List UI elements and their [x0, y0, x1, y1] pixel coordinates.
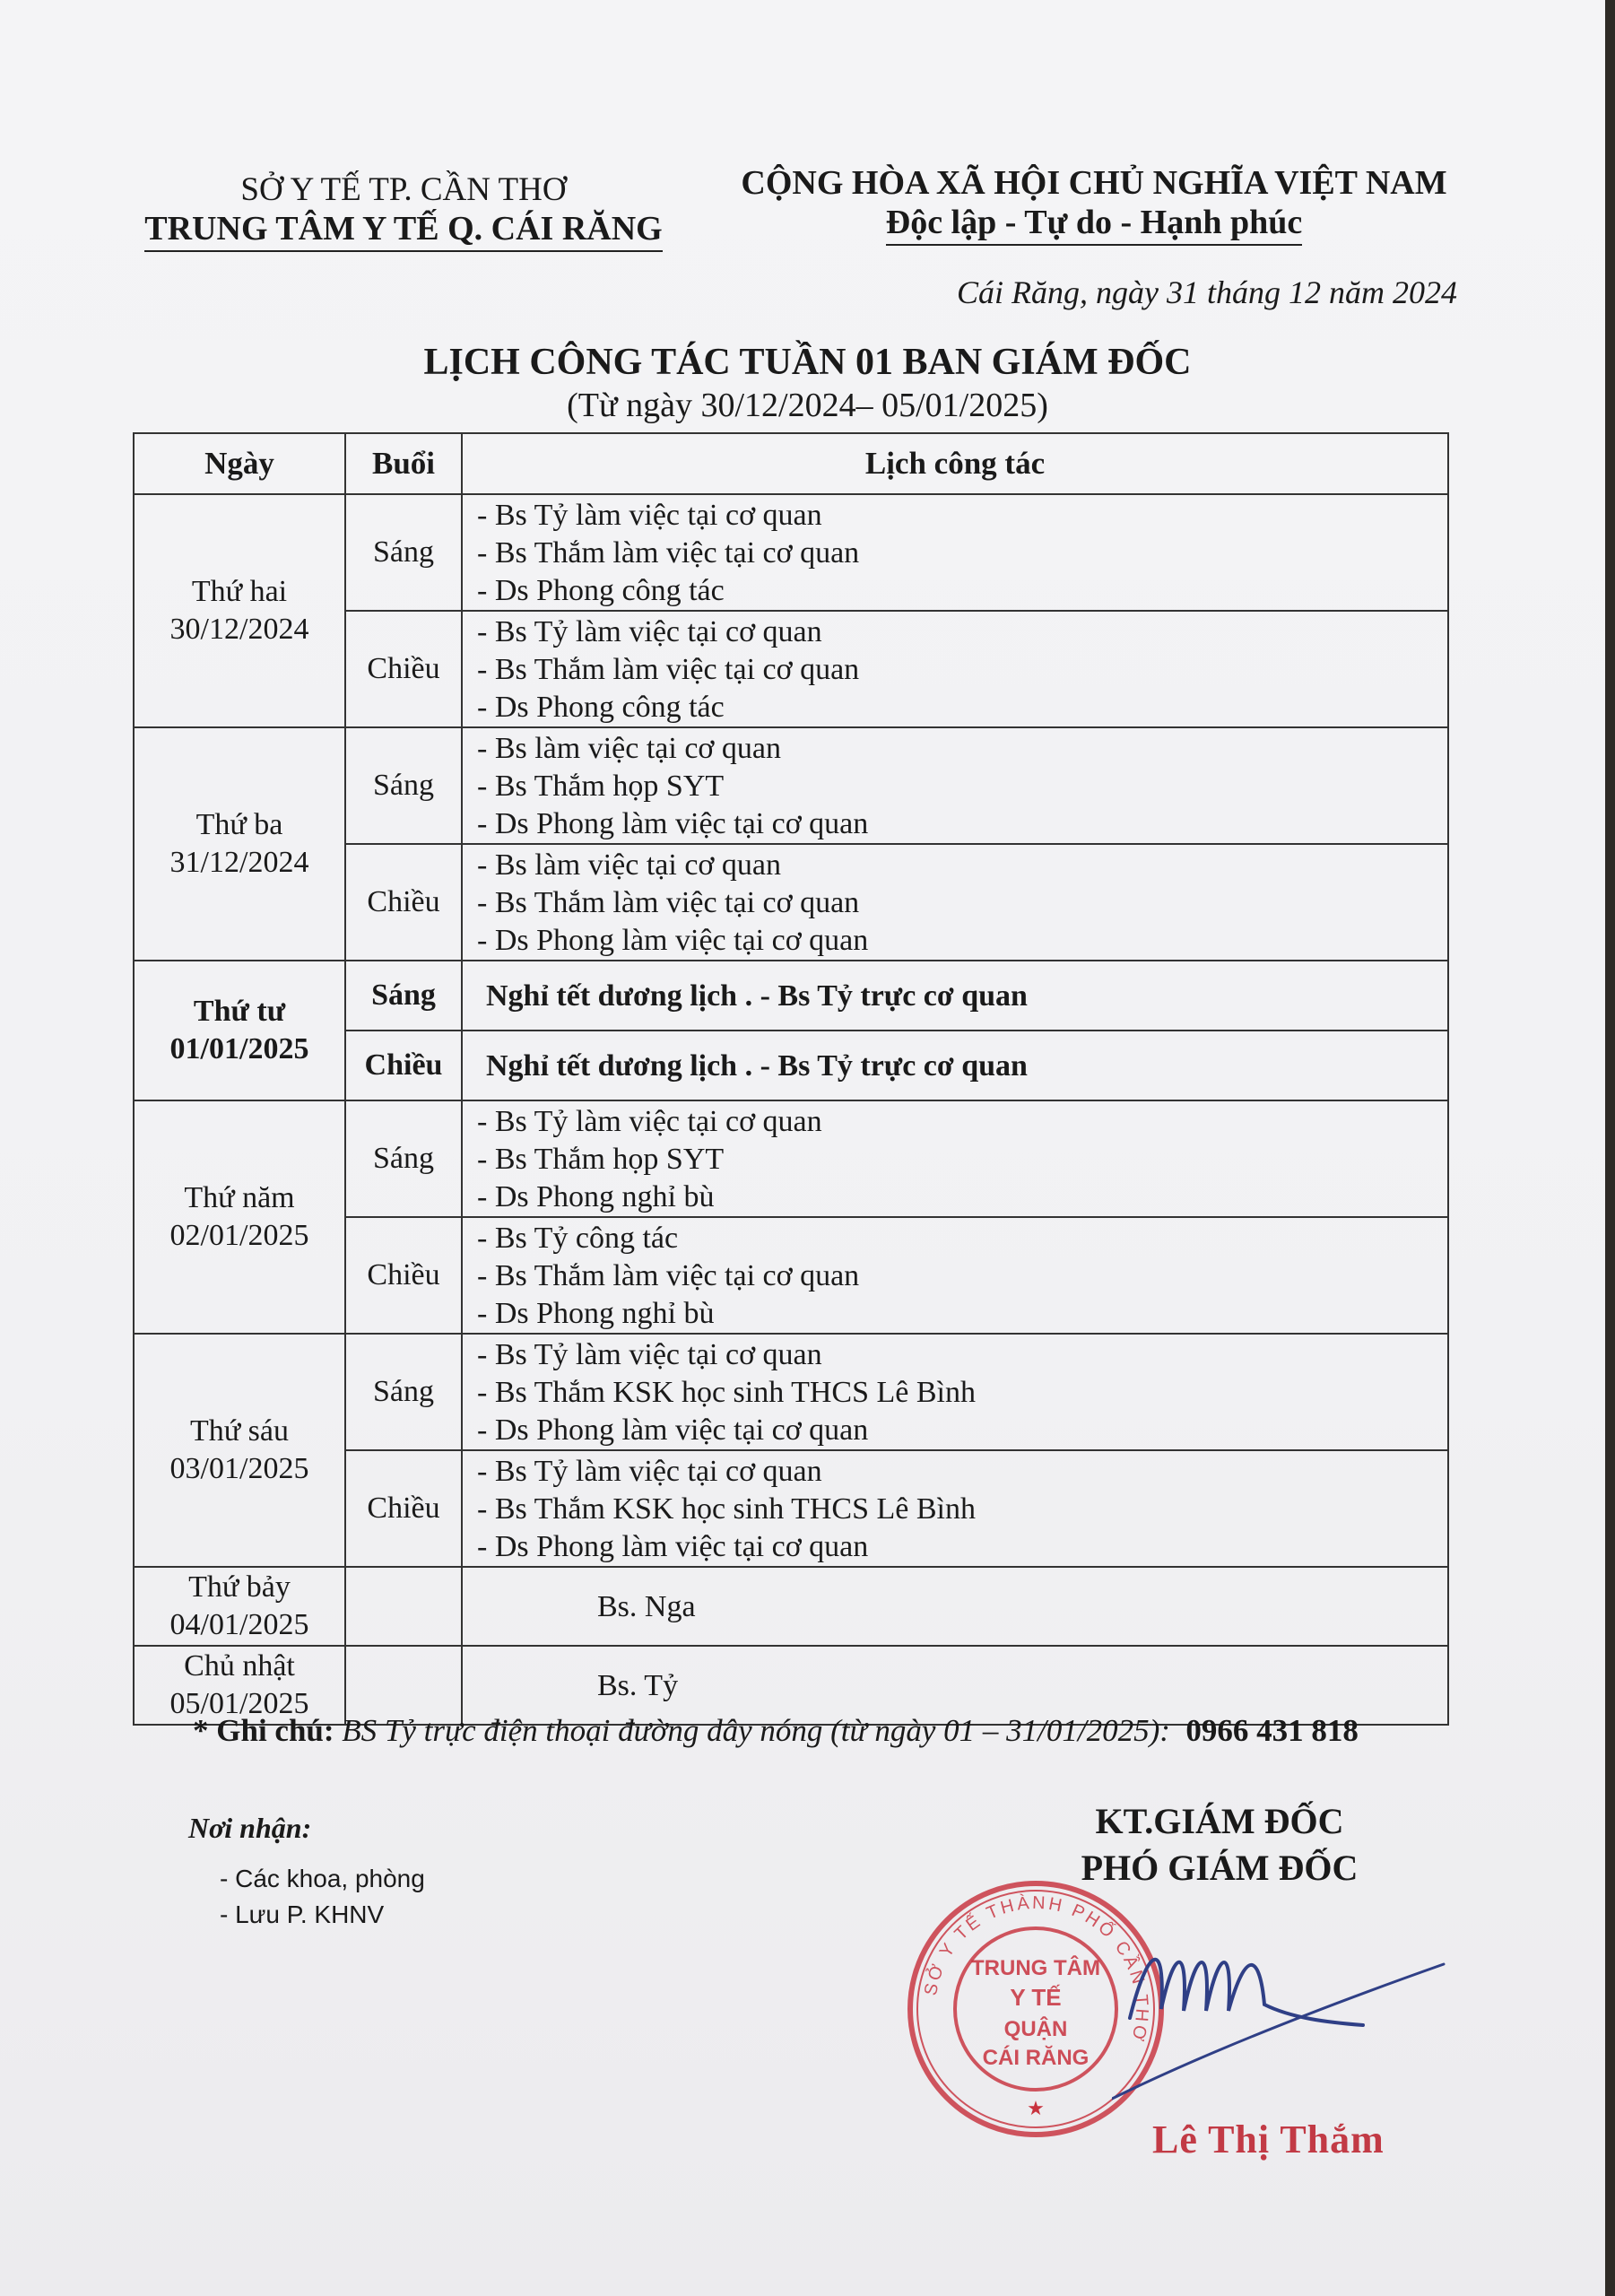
- document-subtitle: (Từ ngày 30/12/2024– 05/01/2025): [567, 387, 1048, 424]
- seal-star-icon: ★: [1027, 2097, 1045, 2119]
- department-name: SỞ Y TẾ TP. CẦN THƠ: [240, 171, 567, 208]
- schedule-table: [133, 432, 1449, 1726]
- handwritten-signature: [1112, 1910, 1453, 2108]
- session-cell: Sáng: [345, 494, 462, 611]
- day-date: 04/01/2025: [169, 1608, 309, 1641]
- day-name: Chủ nhật: [184, 1649, 295, 1683]
- document-title: LỊCH CÔNG TÁC TUẦN 01 BAN GIÁM ĐỐC: [423, 342, 1192, 383]
- activity-cell: [462, 1100, 1448, 1217]
- day-cell: [134, 1567, 345, 1646]
- organization-name: TRUNG TÂM Y TẾ Q. CÁI RĂNG: [144, 209, 662, 252]
- day-date: 02/01/2025: [169, 1219, 309, 1252]
- duty-person: Bs. Tỷ: [462, 1646, 1448, 1725]
- activity-item: - Ds Phong làm việc tại cơ quan: [477, 807, 869, 840]
- activity-cell: [462, 844, 1448, 961]
- day-name: Thứ tư: [193, 995, 286, 1028]
- activity-item: - Bs Thắm KSK học sinh THCS Lê Bình: [477, 1376, 976, 1409]
- activity-cell: [462, 1450, 1448, 1567]
- activity-item: - Bs Thắm họp SYT: [477, 1143, 725, 1176]
- activity-cell: [462, 1334, 1448, 1450]
- activity-item: - Bs Tỷ làm việc tại cơ quan: [477, 1338, 822, 1371]
- day-name: Thứ sáu: [189, 1414, 290, 1448]
- activity-item: - Bs Tỷ làm việc tại cơ quan: [477, 1105, 822, 1138]
- header-schedule: Lịch công tác: [462, 433, 1448, 494]
- session-cell: Chiều: [345, 611, 462, 727]
- activity-item: - Bs Thắm làm việc tại cơ quan: [477, 653, 860, 686]
- seal-line: QUẬN: [1003, 2017, 1068, 2041]
- activity-item: - Ds Phong nghỉ bù: [477, 1180, 715, 1213]
- activity-item: - Bs Thắm làm việc tại cơ quan: [477, 1259, 860, 1292]
- activity-item: - Ds Phong nghỉ bù: [477, 1297, 715, 1330]
- background-edge: [1605, 0, 1615, 2296]
- recipients-title: Nơi nhận:: [188, 1812, 312, 1844]
- nation-name: CỘNG HÒA XÃ HỘI CHỦ NGHĨA VIỆT NAM: [741, 164, 1447, 202]
- schedule-row: [134, 494, 1448, 611]
- activity-item: - Bs Tỷ làm việc tại cơ quan: [477, 615, 822, 648]
- session-cell: Chiều: [345, 1217, 462, 1334]
- header-day: Ngày: [134, 433, 345, 494]
- schedule-row: [134, 1100, 1448, 1217]
- session-cell: Chiều: [345, 1031, 462, 1100]
- session-cell: Sáng: [345, 961, 462, 1031]
- schedule-row: [134, 961, 1448, 1031]
- activity-cell: [462, 494, 1448, 611]
- schedule-row: [134, 1334, 1448, 1450]
- session-cell: Sáng: [345, 1334, 462, 1450]
- session-cell: Sáng: [345, 1100, 462, 1217]
- activity-item: - Bs Tỷ làm việc tại cơ quan: [477, 1455, 822, 1488]
- activity-cell: [462, 1031, 1448, 1100]
- note: [193, 1713, 1359, 1749]
- activity-cell: [462, 961, 1448, 1031]
- activity-cell: [462, 1217, 1448, 1334]
- activity-cell: [462, 611, 1448, 727]
- day-cell: [134, 494, 345, 727]
- activity-item: - Ds Phong làm việc tại cơ quan: [477, 1530, 869, 1563]
- activity-item: - Ds Phong làm việc tại cơ quan: [477, 1413, 869, 1447]
- activity-item: - Bs Thắm làm việc tại cơ quan: [477, 886, 860, 919]
- day-cell: [134, 727, 345, 961]
- activity-item: - Ds Phong công tác: [477, 574, 725, 607]
- activity-item: - Bs Tỷ công tác: [477, 1222, 679, 1255]
- seal-line: TRUNG TÂM: [971, 1956, 1100, 1980]
- day-date: 31/12/2024: [169, 846, 309, 879]
- activity-item: - Bs làm việc tại cơ quan: [477, 732, 781, 765]
- seal-line: Y TẾ: [1010, 1984, 1062, 2011]
- session-cell: Sáng: [345, 727, 462, 844]
- activity-item: - Bs Thắm KSK học sinh THCS Lê Bình: [477, 1492, 976, 1526]
- issuer-header: [108, 170, 699, 252]
- day-name: Thứ hai: [191, 575, 288, 608]
- place-date: Cái Răng, ngày 31 tháng 12 năm 2024: [957, 274, 1457, 310]
- activity-item: - Bs làm việc tại cơ quan: [477, 848, 781, 882]
- signer-title: PHÓ GIÁM ĐỐC: [1081, 1848, 1359, 1888]
- activity-cell: [462, 727, 1448, 844]
- day-date: 30/12/2024: [169, 613, 309, 646]
- activity-item: - Ds Phong công tác: [477, 691, 725, 724]
- table-header-row: [134, 433, 1448, 494]
- weekend-row: [134, 1567, 1448, 1646]
- day-cell: [134, 961, 345, 1100]
- session-cell-empty: [345, 1567, 462, 1646]
- signer-authority: KT.GIÁM ĐỐC: [1095, 1801, 1344, 1841]
- recipients-list: [220, 1861, 425, 1933]
- signer-name: Lê Thị Thắm: [1152, 2118, 1385, 2161]
- activity-item: - Ds Phong làm việc tại cơ quan: [477, 924, 869, 957]
- recipient-item: - Các khoa, phòng: [220, 1865, 425, 1892]
- activity-item: - Bs Thắm họp SYT: [477, 770, 725, 803]
- activity-item: Nghỉ tết dương lịch . - Bs Tỷ trực cơ quan: [486, 979, 1028, 1013]
- national-header: [699, 163, 1489, 246]
- day-cell: [134, 1100, 345, 1334]
- hotline-number: 0966 431 818: [1185, 1713, 1359, 1748]
- day-name: Thứ bảy: [188, 1570, 291, 1604]
- header-session: Buổi: [345, 433, 462, 494]
- activity-item: Nghỉ tết dương lịch . - Bs Tỷ trực cơ quan: [486, 1049, 1028, 1083]
- seal-line: CÁI RĂNG: [982, 2046, 1090, 2070]
- schedule-row: [134, 727, 1448, 844]
- seal-outer-text: SỞ Y TẾ THÀNH PHỐ CẦN THƠ: [920, 1892, 1152, 2046]
- activity-item: - Bs Thắm làm việc tại cơ quan: [477, 536, 860, 570]
- note-text: BS Tỷ trực điện thoại đường dây nóng (từ ngày 01 – 31/01/2025):: [342, 1713, 1170, 1748]
- note-label: * Ghi chú:: [193, 1713, 334, 1748]
- day-name: Thứ năm: [184, 1181, 295, 1214]
- day-cell: [134, 1334, 345, 1567]
- activity-item: - Bs Tỷ làm việc tại cơ quan: [477, 499, 822, 532]
- duty-person: Bs. Nga: [462, 1567, 1448, 1646]
- national-motto: Độc lập - Tự do - Hạnh phúc: [886, 203, 1303, 246]
- session-cell: Chiều: [345, 1450, 462, 1567]
- recipient-item: - Lưu P. KHNV: [220, 1900, 385, 1928]
- day-date: 03/01/2025: [169, 1452, 309, 1485]
- day-date: 01/01/2025: [169, 1032, 309, 1065]
- session-cell: Chiều: [345, 844, 462, 961]
- day-date: 05/01/2025: [169, 1687, 309, 1720]
- day-name: Thứ ba: [195, 808, 283, 841]
- schedule-body: [134, 494, 1448, 1725]
